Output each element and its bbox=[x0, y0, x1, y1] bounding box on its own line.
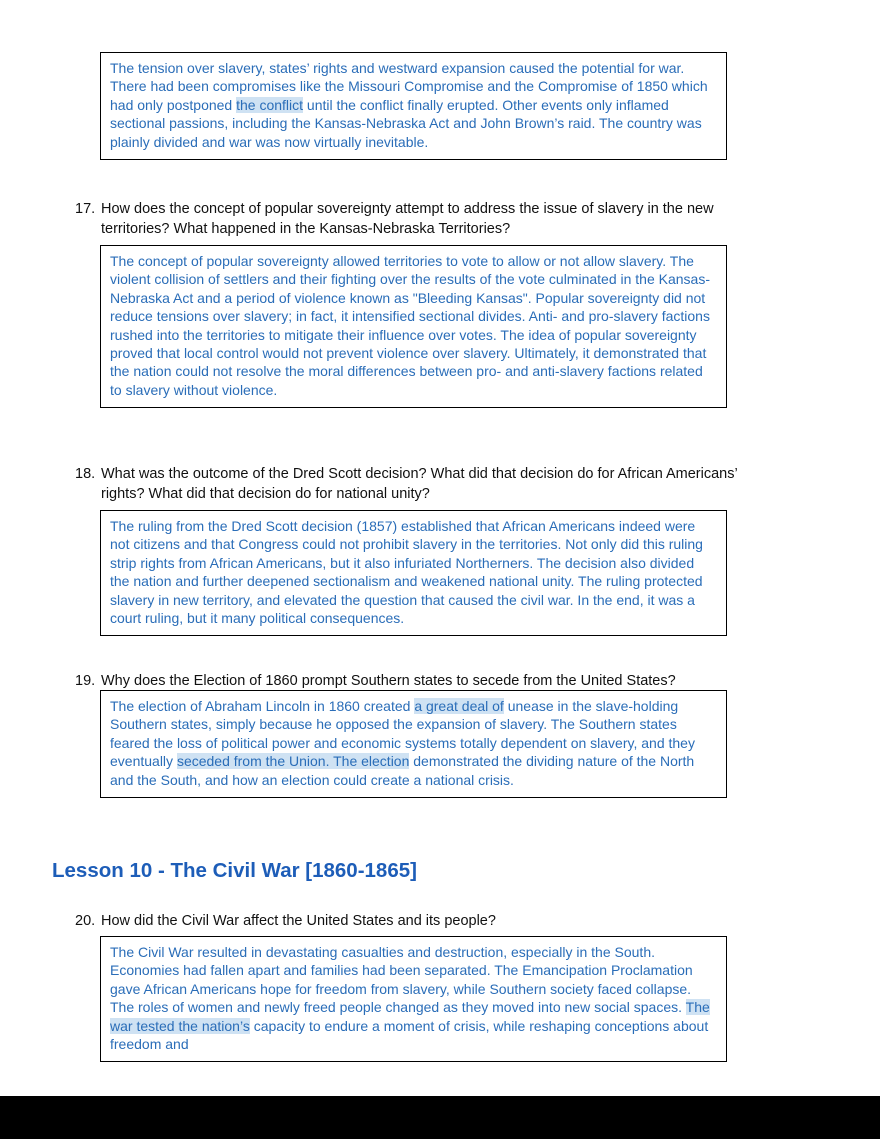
answer-box-20 bbox=[100, 936, 727, 1062]
question-18-number: 18. bbox=[75, 466, 96, 482]
answer-text-segment: The election of Abraham Lincoln in 1860 created bbox=[110, 698, 415, 714]
highlighted-text: The war tested the nation’s bbox=[110, 999, 710, 1034]
answer-text-segment: The tension over slavery, states’ rights and westward expansion caused the potential for war. There had been compromises like the Missouri Compromise and the Compromise of 1850 which had only postponed bbox=[110, 60, 708, 113]
answer-text-17 bbox=[110, 252, 717, 399]
answer-text-intro bbox=[110, 59, 717, 151]
highlighted-text: the conflict bbox=[236, 96, 304, 113]
question-19-text: Why does the Election of 1860 prompt Southern states to secede from the United States? bbox=[101, 673, 676, 689]
answer-text-segment: The ruling from the Dred Scott decision (1857) established that African Americans indeed were not citizens and that Congress could not prohibit slavery in the territories. Not only did this ruling strip rights from African Americans, but it also infuriated Northerners. The decision also divided the nation and further deepened sectionalism and weakened national unity. The ruling protected slavery in new territory, and elevated the question that caused the civil war. In the end, it was a court ruling, but it many political consequences. bbox=[110, 518, 703, 627]
question-20-number: 20. bbox=[75, 913, 96, 929]
bottom-bar bbox=[0, 1096, 880, 1139]
question-20 bbox=[75, 911, 785, 931]
question-18 bbox=[75, 464, 740, 504]
answer-text-20 bbox=[110, 943, 717, 1053]
highlighted-text: seceded from the Union. The election bbox=[176, 753, 410, 770]
question-17-text: How does the concept of popular sovereignty attempt to address the issue of slavery in the new territories? What happened in the Kansas-Nebraska Territories? bbox=[101, 201, 714, 237]
answer-text-segment: The Civil War resulted in devastating casualties and destruction, especially in the South. Economies had fallen apart and families had been separated. The Emancipation Proclamation gave African Americans hope for freedom from slavery, while Southern society faced collapse. The roles of women and newly freed people changed as they moved into new social spaces. bbox=[110, 944, 693, 1016]
answer-box-intro bbox=[100, 52, 727, 160]
answer-text-segment: demonstrated the dividing nature of the North and the South, and how an election could create a national crisis. bbox=[110, 753, 695, 788]
answer-box-18 bbox=[100, 510, 727, 636]
answer-text-19 bbox=[110, 697, 717, 789]
lesson-heading: Lesson 10 - The Civil War [1860-1865] bbox=[52, 859, 417, 882]
answer-text-segment: until the conflict finally erupted. Other events only inflamed sectional passions, including the Kansas-Nebraska Act and John Brown’s raid. The country was plainly divided and war was now virtually inevitable. bbox=[110, 96, 702, 150]
answer-box-17 bbox=[100, 245, 727, 408]
question-17 bbox=[75, 199, 740, 239]
question-17-number: 17. bbox=[75, 201, 96, 217]
highlighted-text: a great deal of bbox=[414, 698, 504, 714]
question-19-number: 19. bbox=[75, 673, 96, 689]
answer-text-18 bbox=[110, 517, 717, 627]
answer-text-segment: The concept of popular sovereignty allowed territories to vote to allow or not allow slavery. The violent collision of settlers and their fighting over the results of the vote culminated in the Kansas-Nebraska Act and a period of violence known as "Bleeding Kansas". Popular sovereignty did not reduce tensions over slavery; in fact, it intensified sectional divides. Anti- and pro-slavery factions rushed into the territories to mitigate their influence over votes. The idea of popular sovereignty proved that local control would not prevent violence over slavery. Ultimately, it demonstrated that the nation could not resolve the moral differences between pro- and anti-slavery factions related to slavery without violence. bbox=[110, 253, 710, 398]
question-19 bbox=[75, 671, 785, 691]
answer-text-segment: unease in the slave-holding Southern states, simply because he opposed the expansion of slavery. The Southern states feared the loss of political power and economic systems totally dependent on slavery, and they eventually bbox=[110, 698, 695, 770]
question-20-text: How did the Civil War affect the United States and its people? bbox=[101, 913, 496, 929]
answer-text-segment: capacity to endure a moment of crisis, while reshaping conceptions about freedom and bbox=[110, 1017, 709, 1053]
question-18-text: What was the outcome of the Dred Scott decision? What did that decision do for African Americans’ rights? What did that decision do for national unity? bbox=[101, 466, 738, 502]
answer-box-19 bbox=[100, 690, 727, 798]
